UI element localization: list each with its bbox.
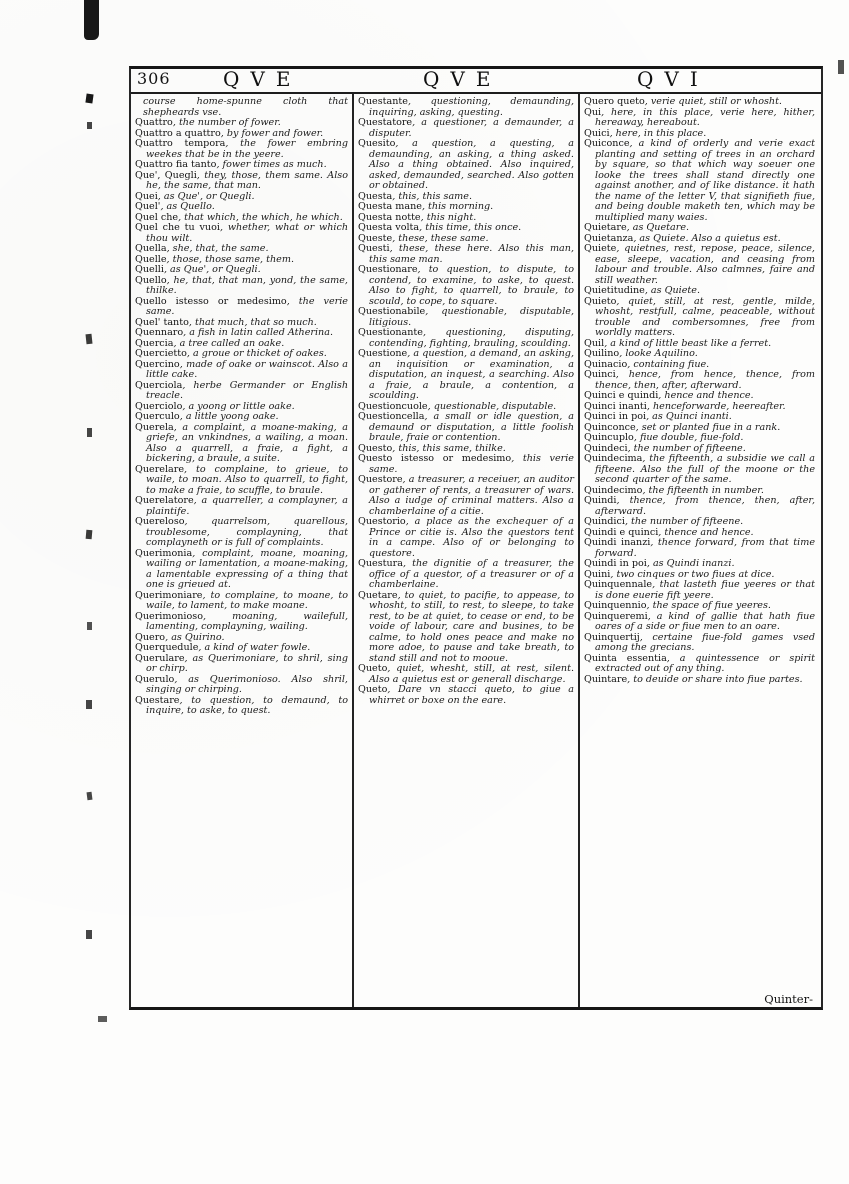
entry-headword: Quello: [135, 274, 167, 286]
entry-headword: Quello istesso or medesimo: [135, 295, 287, 307]
entry-definition: , the fifteenth, a subsidie we call a fifteene. Also the full of the moone or the second quarter of the same.: [595, 453, 815, 485]
dictionary-entry: [358, 454, 574, 475]
scan-mark: [87, 428, 92, 437]
dictionary-entry: [358, 517, 574, 559]
entry-headword: Quindeci: [584, 442, 628, 454]
dictionary-entry: [358, 244, 574, 265]
entry-definition: , that much, that so much.: [188, 316, 317, 328]
entry-definition: , containing fiue.: [627, 358, 710, 370]
dictionary-entry: [135, 496, 348, 517]
entry-headword: Questante: [358, 96, 408, 107]
dictionary-entry: [135, 139, 348, 160]
entry-definition: , as Quiete. Also a quietus est.: [633, 232, 781, 244]
entry-headword: Quini: [584, 568, 611, 580]
dictionary-entry: [584, 244, 815, 286]
entry-headword: Quetare: [358, 589, 398, 601]
entry-headword: Quintare: [584, 673, 628, 685]
dictionary-entry: [135, 276, 348, 297]
entry-headword: Questionabile: [358, 306, 426, 317]
page-frame: [129, 66, 823, 1010]
entry-headword: Questura: [358, 558, 403, 569]
entry-headword: Queste: [358, 232, 393, 244]
entry-headword: Quella: [135, 243, 167, 254]
entry-definition: , a yoong or little oake.: [182, 400, 295, 412]
entry-headword: Queto: [358, 684, 388, 695]
dictionary-entry: [135, 591, 348, 612]
entry-definition: , hence, from hence, thence, from thence, then, after, afterward.: [595, 369, 815, 391]
entry-definition: , quiet, still, at rest, gentle, milde, whosht, restfull, calme, peaceable, without trouble and combersomnes, free from worldly matters.: [595, 295, 815, 338]
entry-definition: , she, that, the same.: [166, 243, 269, 254]
entry-definition: , to quiet, to pacifie, to appease, to whosht, to still, to rest, to sleepe, to take rest, to be at quiet, to cease or end, to be voide of labour, care and busines, to be calme, to hold ones peace and make no more adoe, to pause and take breath, to stand still and not to mooue.: [369, 589, 574, 664]
entry-definition: , herbe Germander or English treacle.: [146, 379, 348, 401]
entry-definition: , that which, the which, he which.: [178, 211, 343, 223]
entry-definition: , as Querimoniare, to shril, sing or chirp.: [146, 652, 348, 674]
dictionary-entry: [358, 307, 574, 328]
entry-headword: Questa mane: [358, 201, 422, 212]
entry-definition: , thence forward, from that time forward.: [595, 537, 815, 559]
entry-definition: , a quintessence or spirit extracted out of any thing.: [595, 652, 815, 674]
entry-definition: , moaning, wailefull, lamenting, complayning, wailing.: [146, 610, 348, 632]
entry-headword: Quici: [584, 127, 610, 139]
entry-definition: , the number of fifteene.: [624, 516, 744, 527]
running-title-1: QVE: [223, 67, 302, 91]
entry-headword: Questi: [358, 243, 390, 254]
entry-definition: , this night.: [420, 211, 477, 223]
dictionary-entry: [135, 612, 348, 633]
entry-headword: Querelare: [135, 463, 185, 475]
entry-headword: Querulare: [135, 652, 185, 664]
entry-headword: Quinqueremi: [584, 610, 648, 622]
entry-headword: Quiete: [584, 243, 617, 254]
entry-headword: Quindici: [584, 516, 625, 527]
entry-headword: Questioncella: [358, 411, 425, 422]
entry-headword: Quercia: [135, 337, 174, 349]
entry-definition: , fower times as much.: [216, 159, 327, 170]
entry-headword: Querela: [135, 421, 174, 433]
entry-definition: , here, in this place.: [609, 127, 707, 139]
dictionary-entry: [358, 139, 574, 192]
entry-definition: , as Quinci inanti.: [646, 411, 732, 422]
entry-definition: , henceforwarde, heereafter.: [646, 400, 786, 412]
column-1: [131, 94, 354, 1007]
entry-headword: Quietare: [584, 222, 627, 233]
entry-definition: course home-spunne cloth that shepheards vse.: [143, 96, 348, 118]
entry-definition: , the fifteenth in number.: [642, 484, 764, 496]
entry-headword: Quinta essentia: [584, 652, 667, 664]
entry-headword: Querimonioso: [135, 610, 203, 622]
entry-headword: Questore: [358, 474, 403, 485]
dictionary-entry: [358, 475, 574, 517]
entry-definition: , the space of fiue yeeres.: [646, 600, 771, 611]
dictionary-entry: [358, 559, 574, 591]
entry-headword: Quieto: [584, 295, 617, 307]
dictionary-entry: [584, 675, 815, 686]
entry-definition: , this verie same.: [369, 453, 574, 475]
dictionary-entry: [135, 381, 348, 402]
entry-definition: , a kind of little beast like a ferret.: [604, 337, 772, 349]
running-title-2: QVE: [423, 67, 502, 91]
entry-definition: , a small or idle question, a demaund or disputation, a little foolish braule, fraie or contention.: [369, 411, 574, 443]
entry-definition: , the dignitie of a treasurer, the office of a questor, of a treasurer or of a chamberlaine.: [369, 558, 574, 590]
entry-headword: Querquedule: [135, 642, 199, 653]
entry-headword: Quattro: [135, 117, 173, 128]
entry-headword: Quei: [135, 190, 158, 202]
entry-definition: , a question, a demand, an asking, an inquisition or examination, a disputation, an inquest, a searching. Also a fraie, a braule, a contention, a scoulding.: [369, 348, 574, 401]
column-2: [354, 94, 580, 1007]
entry-definition: , as Querimonioso. Also shril, singing or chirping.: [146, 673, 348, 695]
entry-headword: Que', Quegli: [135, 169, 197, 181]
entry-definition: , to question, to dispute, to contend, to examine, to aske, to quest. Also to fight, to quarrell, to braule, to scould, to cope, to square.: [369, 264, 574, 307]
page-header: [131, 69, 821, 94]
scan-mark: [85, 94, 93, 104]
entry-definition: , this morning.: [421, 201, 494, 212]
entry-definition: , to complaine, to grieue, to waile, to moan. Also to quarrell, to fight, to make a fraie, to scuffle, to braule.: [146, 463, 348, 496]
entry-definition: , these, these here. Also this man, this same man.: [369, 243, 574, 265]
entry-definition: , thence and hence.: [658, 526, 754, 538]
dictionary-entry: [135, 360, 348, 381]
dictionary-entry: [358, 664, 574, 685]
entry-definition: , a kind of orderly and verie exact planting and setting of trees in an orchard by square, so that which way soeuer one looke the trees shall stand directly one against another, and of like distance. it hath the name of the letter V, that signifieth fiue, and being double maketh ten, which may be multiplied many waies.: [595, 138, 815, 223]
entry-headword: Questa notte: [358, 211, 421, 223]
entry-definition: , this, this same, thilke.: [392, 442, 506, 454]
dictionary-entry: [135, 654, 348, 675]
entry-definition: , he, that, that man, yond, the same, thilke.: [146, 274, 348, 296]
entry-definition: , quiet, whesht, still, at rest, silent. Also a quietus est or generall discharge.: [369, 663, 574, 685]
entry-definition: , to question, to demaund, to inquire, to aske, to quest.: [146, 694, 348, 716]
entry-definition: , set or planted fiue in a rank.: [635, 421, 781, 433]
entry-headword: Quinquennio: [584, 600, 647, 611]
entry-headword: Questa: [358, 190, 393, 202]
entry-headword: Questione: [358, 348, 408, 359]
entry-headword: Quercino: [135, 358, 180, 370]
entry-definition: , as Que', or Quegli.: [157, 190, 255, 202]
entry-definition: , that lasteth fiue yeeres or that is done euerie fift yeere.: [595, 579, 815, 601]
dictionary-entry: [358, 97, 574, 118]
entry-definition: , a little yoong oake.: [179, 411, 279, 422]
dictionary-entry: [584, 139, 815, 223]
entry-headword: Quinci in poi: [584, 411, 647, 422]
entry-headword: Quindi: [584, 495, 617, 506]
entry-headword: Quel che: [135, 211, 179, 223]
entry-headword: Questionare: [358, 264, 418, 275]
entry-definition: , Dare vn stacci queto, to giue a whirret or boxe on the eare.: [369, 684, 574, 706]
entry-definition: , a quarreller, a complayner, a plaintife.: [146, 495, 348, 517]
scan-mark: [838, 60, 844, 74]
entry-headword: Quelle: [135, 253, 167, 265]
entry-headword: Questare: [135, 694, 180, 706]
entry-headword: Queto: [358, 663, 388, 674]
entry-headword: Quinquertij: [584, 631, 640, 643]
entry-headword: Questo istesso or medesimo: [358, 453, 512, 464]
dictionary-entry: [135, 223, 348, 244]
scan-mark: [86, 930, 92, 939]
entry-definition: , fiue double, fiue-fold.: [633, 432, 744, 443]
dictionary-entry: [584, 654, 815, 675]
entry-headword: Quindi inanzi: [584, 537, 651, 548]
dictionary-entry: [584, 496, 815, 517]
entry-headword: Questa volta: [358, 222, 420, 233]
entry-headword: Questionante: [358, 327, 423, 338]
entry-headword: Quinconce: [584, 421, 636, 433]
entry-definition: , thence, from thence, then, after, afterward.: [595, 495, 815, 517]
entry-definition: , to complaine, to moane, to waile, to lament, to make moane.: [146, 589, 348, 611]
entry-headword: Questo: [358, 442, 393, 454]
dictionary-entry: [584, 612, 815, 633]
entry-definition: , the number of fifteene.: [627, 442, 746, 454]
entry-headword: Quattro fia tanto: [135, 159, 217, 170]
entry-headword: Quiconce: [584, 138, 630, 149]
entry-headword: Quinci e quindi: [584, 390, 659, 401]
entry-headword: Quattro tempora: [135, 138, 226, 149]
entry-definition: , they, those, them same. Also he, the same, that man.: [146, 169, 348, 191]
entry-definition: , as Que', or Quegli.: [163, 264, 261, 275]
entry-headword: Querulo: [135, 673, 175, 685]
entry-definition: , quarrelsom, quarellous, troublesome, complayning, that complayneth or is full of complaints.: [146, 516, 348, 548]
entry-headword: Quelli: [135, 264, 164, 275]
scan-mark: [98, 1016, 107, 1022]
entry-definition: , a questioner, a demaunder, a disputer.: [369, 117, 574, 139]
entry-headword: Quero: [135, 631, 166, 643]
entry-definition: , a groue or thicket of oakes.: [186, 348, 327, 359]
entry-definition: , made of oake or wainscot. Also a little cake.: [146, 358, 348, 380]
entry-headword: Questorio: [358, 516, 406, 527]
dictionary-entry: [584, 538, 815, 559]
entry-definition: , as Quetare.: [626, 222, 690, 233]
entry-definition: , questionable, disputable, litigious.: [369, 306, 574, 328]
entry-headword: Quercietto: [135, 348, 187, 359]
dictionary-entry: [358, 118, 574, 139]
dictionary-entry: [135, 517, 348, 549]
entry-definition: , those, those same, them.: [166, 253, 294, 265]
entry-definition: , the number of fower.: [172, 117, 281, 128]
entry-headword: Quel' tanto: [135, 316, 189, 328]
entry-definition: , the verie same.: [146, 295, 348, 317]
dictionary-entry: [358, 328, 574, 349]
entry-definition: , as Quindi inanzi.: [646, 558, 735, 569]
entry-headword: Quennaro: [135, 327, 184, 338]
entry-headword: Quinquennale: [584, 579, 653, 590]
entry-headword: Querciolo: [135, 400, 183, 412]
entry-definition: , as Quirino.: [165, 631, 225, 643]
scan-mark: [87, 622, 92, 630]
dictionary-entry: [135, 423, 348, 465]
entry-headword: Quinacio: [584, 358, 628, 370]
entry-headword: Quel che tu vuoi: [135, 222, 220, 233]
page-number: 306: [137, 69, 171, 88]
dictionary-entry: [584, 370, 815, 391]
entry-headword: Querelatore: [135, 495, 194, 506]
entry-definition: , this time, this once.: [419, 222, 522, 233]
entry-headword: Querculo: [135, 411, 180, 422]
entry-definition: , certaine fiue-fold games vsed among the grecians.: [595, 631, 815, 653]
entry-definition: , whether, what or which thou wilt.: [146, 222, 348, 244]
entry-headword: Querciola: [135, 379, 183, 391]
dictionary-entry: [135, 97, 348, 118]
entry-definition: , the fower embring weekes that be in the yeere.: [146, 138, 348, 160]
entry-headword: Quinci: [584, 369, 616, 380]
dictionary-entry: [584, 454, 815, 486]
entry-definition: , as Quello.: [160, 201, 215, 212]
entry-headword: Quindi in poi: [584, 558, 647, 569]
entry-definition: , questionable, disputable.: [427, 400, 557, 412]
dictionary-entry: [358, 412, 574, 444]
entry-headword: Quero queto: [584, 96, 645, 107]
dictionary-entry: [358, 265, 574, 307]
entry-headword: Quietitudine: [584, 285, 645, 296]
running-title-3: QVI: [637, 67, 709, 91]
entry-definition: , questioning, demaunding, inquiring, asking, questing.: [369, 96, 574, 118]
dictionary-entry: [358, 591, 574, 665]
scan-smudge: [84, 0, 99, 40]
entry-definition: , a treasurer, a receiuer, an auditor or gatherer of rents, a treasurer of wars. Also a iudge of criminal matters. Also a chamberlaine of a citie.: [369, 474, 574, 517]
entry-definition: , a kind of water fowle.: [198, 642, 311, 653]
scan-mark: [86, 530, 93, 539]
dictionary-entry: [135, 549, 348, 591]
dictionary-entry: [135, 465, 348, 497]
dictionary-entry: [358, 349, 574, 402]
column-3: [580, 94, 819, 1007]
dictionary-entry: [584, 108, 815, 129]
dictionary-entry: [584, 297, 815, 339]
entry-headword: Quesito: [358, 138, 396, 149]
entry-definition: , looke Aquilino.: [619, 348, 698, 359]
dictionary-entry: [358, 685, 574, 706]
entry-headword: Quindecimo: [584, 484, 643, 496]
dictionary-entry: [135, 297, 348, 318]
entry-definition: , as Quiete.: [644, 285, 700, 296]
dictionary-entry: [135, 171, 348, 192]
entry-definition: , two cinques or two fiues at dice.: [610, 568, 775, 580]
entry-definition: , complaint, moane, moaning, wailing or lamentation, a moane-making, a lamentable expressing of a thing that one is grieued at.: [146, 547, 348, 590]
entry-definition: , a kind of gallie that hath fiue oares of a side or fiue men to an oare.: [595, 610, 815, 632]
entry-headword: Querimoniare: [135, 589, 203, 601]
entry-headword: Quincuplo: [584, 432, 634, 443]
entry-definition: , a tree called an oake.: [173, 337, 285, 349]
entry-definition: , verie quiet, still or whosht.: [644, 96, 782, 107]
entry-definition: , these, these same.: [392, 232, 489, 244]
text-columns: [131, 94, 821, 1007]
entry-definition: , a complaint, a moane-making, a griefe, an vnkindnes, a wailing, a moan. Also a quarrell, a fraie, a fight, a bickering, a braule, a suite.: [146, 421, 348, 464]
entry-headword: Quindi e quinci: [584, 526, 659, 538]
entry-headword: Quindecima: [584, 453, 643, 464]
scan-mark: [86, 700, 92, 709]
entry-headword: Quietanza: [584, 232, 634, 244]
entry-headword: Querimonia: [135, 547, 193, 559]
entry-definition: , here, in this place, verie here, hither, hereaway, hereabout.: [595, 106, 815, 128]
entry-definition: , this, this same.: [392, 190, 473, 202]
entry-definition: , hence and thence.: [658, 390, 754, 401]
entry-definition: , a question, a questing, a demaunding, an asking, a thing asked. Also a thing obtained. Also inquired, asked, demaunded, searched. Also gotten or obtained.: [369, 138, 574, 191]
scan-mark: [85, 334, 92, 345]
entry-definition: , questioning, disputing, contending, fighting, brauling, scoulding.: [369, 327, 574, 349]
entry-headword: Questatore: [358, 117, 413, 128]
catchword: Quinter-: [764, 992, 813, 1006]
entry-headword: Qui: [584, 106, 602, 118]
entry-headword: Questioncuole: [358, 400, 428, 412]
entry-definition: , by fower and fower.: [220, 127, 324, 139]
entry-headword: Quil: [584, 337, 605, 349]
scan-mark: [87, 122, 92, 129]
dictionary-entry: [584, 580, 815, 601]
entry-headword: Quilino: [584, 348, 620, 359]
entry-definition: , to deuide or share into fiue partes.: [627, 673, 803, 685]
dictionary-entry: [135, 675, 348, 696]
entry-headword: Quinci inanti: [584, 400, 647, 412]
entry-definition: , quietnes, rest, repose, peace, silence, ease, sleepe, vacation, and ceasing from labour and trouble. Also calmnes, faire and still weather.: [595, 243, 815, 286]
entry-headword: Quattro a quattro: [135, 127, 221, 139]
entry-definition: , a place as the exchequer of a Prince or citie is. Also the questors tent in a campe. Also of or belonging to questore.: [369, 516, 574, 559]
dictionary-entry: [135, 696, 348, 717]
entry-headword: Quel': [135, 201, 161, 212]
entry-definition: , a fish in latin called Atherina.: [183, 327, 333, 338]
entry-headword: Quereloso: [135, 516, 185, 527]
dictionary-entry: [584, 633, 815, 654]
scan-mark: [87, 792, 93, 801]
